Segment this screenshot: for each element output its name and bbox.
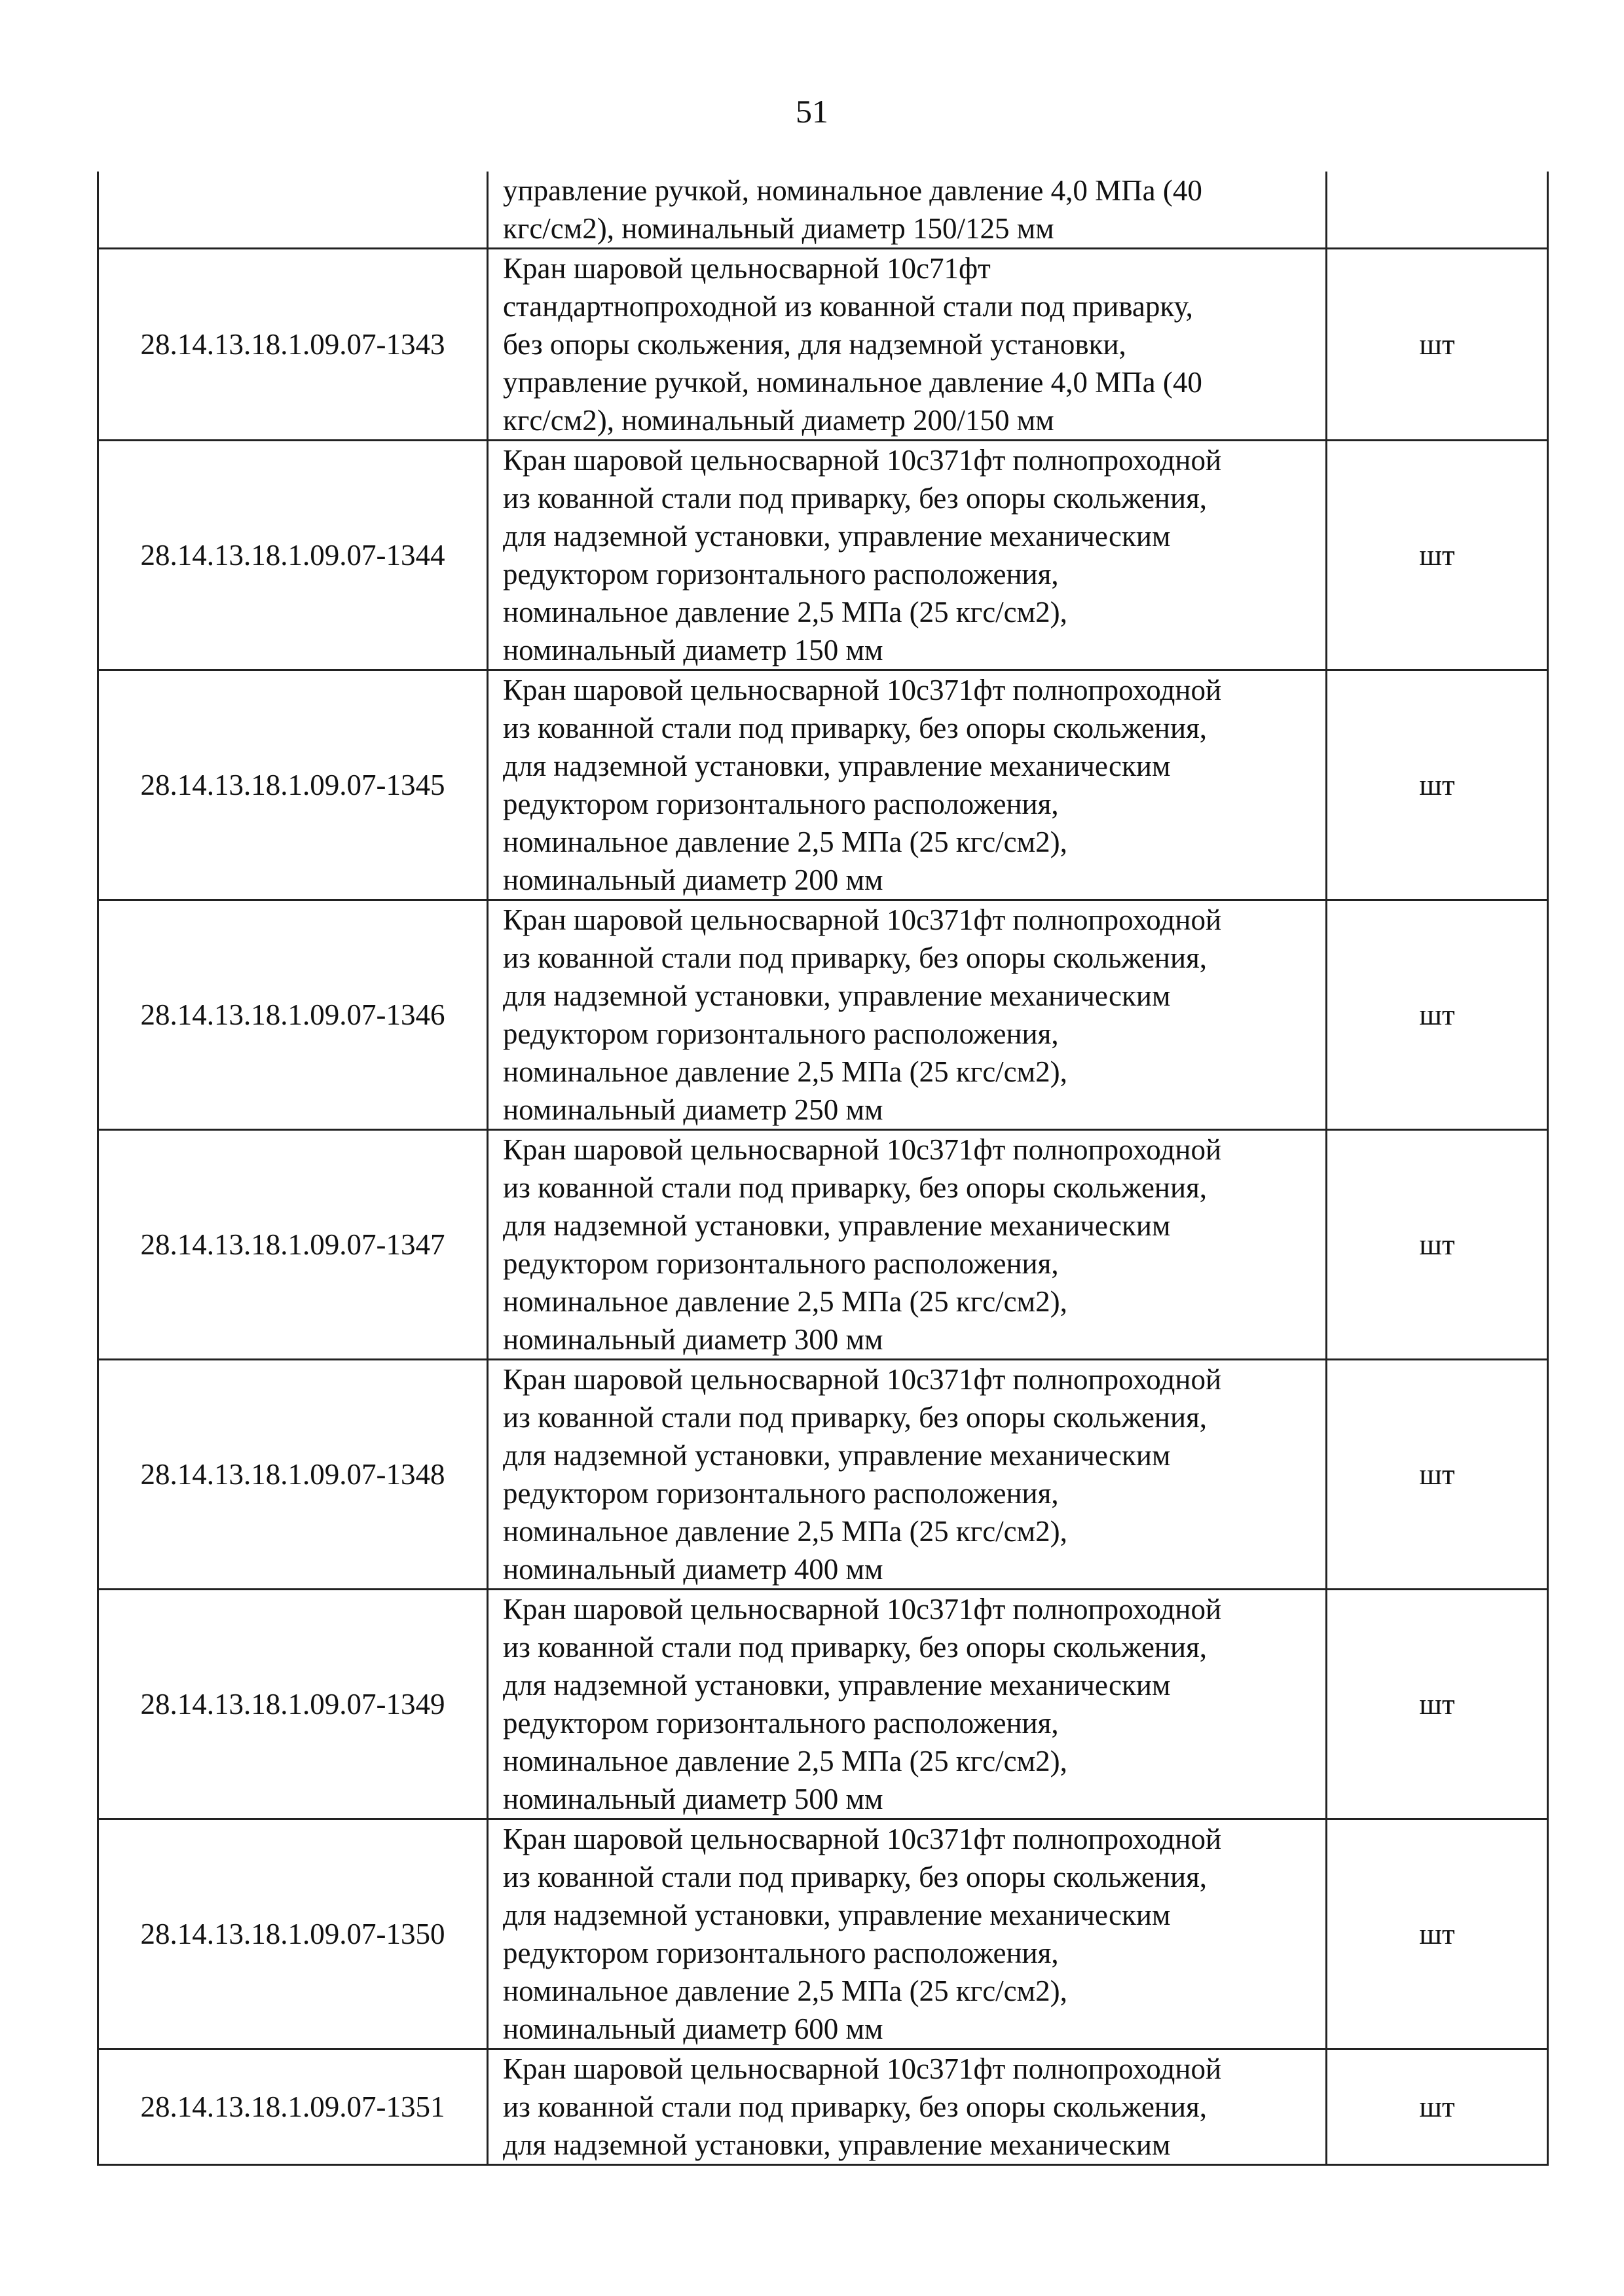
- resource-code-cell: 28.14.13.18.1.09.07-1347: [98, 1130, 488, 1360]
- catalog-table: [97, 172, 1549, 2166]
- resource-code-cell: 28.14.13.18.1.09.07-1345: [98, 670, 488, 900]
- description-cell: [488, 249, 1327, 441]
- description-line: для надземной установки, управление механическим: [503, 1209, 1171, 1242]
- table-row: [98, 1590, 1548, 1819]
- table-row: [98, 441, 1548, 670]
- description-line: номинальный диаметр 400 мм: [503, 1553, 883, 1586]
- description-line: Кран шаровой цельносварной 10с71фт: [503, 252, 991, 285]
- unit-cell: шт: [1327, 441, 1548, 670]
- description-line: управление ручкой, номинальное давление 4,0 МПа (40: [503, 174, 1202, 207]
- description-line: из кованной стали под приварку, без опоры скольжения,: [503, 2090, 1208, 2123]
- description-line: для надземной установки, управление механическим: [503, 1899, 1171, 1931]
- description-line: для надземной установки, управление механическим: [503, 1439, 1171, 1472]
- description-line: редуктором горизонтального расположения,: [503, 788, 1059, 820]
- description-line: Кран шаровой цельносварной 10с371фт полнопроходной: [503, 1363, 1222, 1396]
- resource-code-cell: 28.14.13.18.1.09.07-1349: [98, 1590, 488, 1819]
- resource-code-cell: 28.14.13.18.1.09.07-1350: [98, 1819, 488, 2049]
- table-row: [98, 2049, 1548, 2165]
- description-line: редуктором горизонтального расположения,: [503, 558, 1059, 591]
- description-line: номинальный диаметр 600 мм: [503, 2013, 883, 2045]
- description-line: Кран шаровой цельносварной 10с371фт полнопроходной: [503, 2052, 1222, 2085]
- description-line: Кран шаровой цельносварной 10с371фт полнопроходной: [503, 1593, 1222, 1626]
- unit-cell: шт: [1327, 670, 1548, 900]
- description-line: номинальное давление 2,5 МПа (25 кгс/см2),: [503, 1515, 1067, 1548]
- unit-cell: [1327, 172, 1548, 249]
- resource-code-cell: 28.14.13.18.1.09.07-1344: [98, 441, 488, 670]
- unit-cell: шт: [1327, 249, 1548, 441]
- resource-code-cell: [98, 172, 488, 249]
- description-line: для надземной установки, управление механическим: [503, 979, 1171, 1012]
- description-line: для надземной установки, управление механическим: [503, 1669, 1171, 1702]
- table-row: [98, 1360, 1548, 1590]
- description-line: Кран шаровой цельносварной 10с371фт полнопроходной: [503, 1133, 1222, 1166]
- description-cell: [488, 1130, 1327, 1360]
- description-line: номинальный диаметр 200 мм: [503, 864, 883, 896]
- description-line: Кран шаровой цельносварной 10с371фт полнопроходной: [503, 444, 1222, 477]
- description-line: кгс/см2), номинальный диаметр 200/150 мм: [503, 404, 1054, 437]
- description-line: редуктором горизонтального расположения,: [503, 1707, 1059, 1740]
- description-cell: [488, 670, 1327, 900]
- description-line: управление ручкой, номинальное давление 4,0 МПа (40: [503, 366, 1202, 399]
- description-cell: [488, 1590, 1327, 1819]
- page-number: 51: [796, 93, 828, 130]
- resource-code-cell: 28.14.13.18.1.09.07-1346: [98, 900, 488, 1130]
- description-line: Кран шаровой цельносварной 10с371фт полнопроходной: [503, 674, 1222, 706]
- description-line: редуктором горизонтального расположения,: [503, 1937, 1059, 1969]
- description-line: Кран шаровой цельносварной 10с371фт полнопроходной: [503, 903, 1222, 936]
- description-cell: [488, 1819, 1327, 2049]
- description-line: номинальный диаметр 150 мм: [503, 634, 883, 666]
- description-line: из кованной стали под приварку, без опоры скольжения,: [503, 712, 1208, 744]
- description-line: номинальное давление 2,5 МПа (25 кгс/см2),: [503, 1745, 1067, 1777]
- description-cell: [488, 2049, 1327, 2165]
- description-cell: [488, 1360, 1327, 1590]
- description-line: номинальный диаметр 300 мм: [503, 1323, 883, 1356]
- unit-cell: шт: [1327, 2049, 1548, 2165]
- description-cell: [488, 441, 1327, 670]
- description-line: кгс/см2), номинальный диаметр 150/125 мм: [503, 212, 1054, 245]
- description-line: из кованной стали под приварку, без опоры скольжения,: [503, 1171, 1208, 1204]
- resource-code-cell: 28.14.13.18.1.09.07-1343: [98, 249, 488, 441]
- description-line: для надземной установки, управление механическим: [503, 2128, 1171, 2161]
- description-line: редуктором горизонтального расположения,: [503, 1247, 1059, 1280]
- unit-cell: шт: [1327, 900, 1548, 1130]
- description-line: номинальное давление 2,5 МПа (25 кгс/см2),: [503, 1975, 1067, 2007]
- description-line: без опоры скольжения, для надземной установки,: [503, 328, 1126, 361]
- table-row: [98, 1130, 1548, 1360]
- description-line: редуктором горизонтального расположения,: [503, 1017, 1059, 1050]
- description-line: номинальный диаметр 250 мм: [503, 1093, 883, 1126]
- table-row: [98, 670, 1548, 900]
- table-row: [98, 900, 1548, 1130]
- description-line: из кованной стали под приварку, без опоры скольжения,: [503, 1401, 1208, 1434]
- catalog-table-body: [98, 172, 1548, 2165]
- description-line: номинальное давление 2,5 МПа (25 кгс/см2),: [503, 596, 1067, 629]
- description-line: номинальное давление 2,5 МПа (25 кгс/см2),: [503, 1285, 1067, 1318]
- description-line: номинальное давление 2,5 МПа (25 кгс/см2),: [503, 826, 1067, 858]
- table-row: [98, 249, 1548, 441]
- description-line: из кованной стали под приварку, без опоры скольжения,: [503, 482, 1208, 515]
- description-line: для надземной установки, управление механическим: [503, 750, 1171, 782]
- unit-cell: шт: [1327, 1360, 1548, 1590]
- description-line: из кованной стали под приварку, без опоры скольжения,: [503, 1631, 1208, 1664]
- unit-cell: шт: [1327, 1130, 1548, 1360]
- description-line: Кран шаровой цельносварной 10с371фт полнопроходной: [503, 1823, 1222, 1855]
- resource-code-cell: 28.14.13.18.1.09.07-1348: [98, 1360, 488, 1590]
- description-line: для надземной установки, управление механическим: [503, 520, 1171, 553]
- resource-code-cell: 28.14.13.18.1.09.07-1351: [98, 2049, 488, 2165]
- description-line: из кованной стали под приварку, без опоры скольжения,: [503, 1861, 1208, 1893]
- table-row: [98, 172, 1548, 249]
- unit-cell: шт: [1327, 1819, 1548, 2049]
- catalog-table-container: [97, 172, 1549, 2166]
- description-line: редуктором горизонтального расположения,: [503, 1477, 1059, 1510]
- description-line: стандартнопроходной из кованной стали под приварку,: [503, 290, 1193, 323]
- description-cell: [488, 172, 1327, 249]
- description-line: номинальный диаметр 500 мм: [503, 1783, 883, 1815]
- description-line: из кованной стали под приварку, без опоры скольжения,: [503, 941, 1208, 974]
- description-line: номинальное давление 2,5 МПа (25 кгс/см2),: [503, 1055, 1067, 1088]
- description-cell: [488, 900, 1327, 1130]
- unit-cell: шт: [1327, 1590, 1548, 1819]
- table-row: [98, 1819, 1548, 2049]
